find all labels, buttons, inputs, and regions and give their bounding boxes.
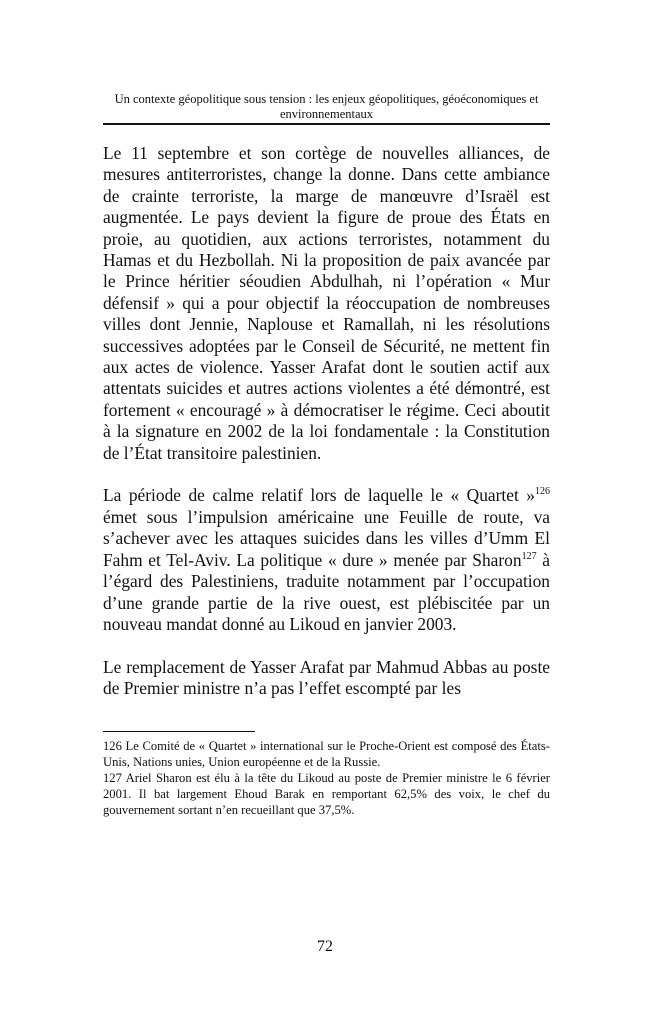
footnote-127: 127 Ariel Sharon est élu à la tête du Likoud au poste de Premier ministre le 6 février 2001. Il bat largement Ehoud Barak en remportant 62,5% des voix, le chef du gouvernement sortant n’en recueillant que 37,5%. [103,771,550,817]
paragraph-2-part-2: émet sous l’impulsion américaine une Feuille de route, va s’achever avec les attaques suicides dans les villes d’Umm El Fahm et Tel-Aviv. La politique « dure » menée par Sharon [103,506,550,570]
footnote-126: 126 Le Comité de « Quartet » international sur le Proche-Orient est composé des États-Unis, Nations unies, Union européenne et de la Russie. [103,739,550,769]
paragraph-1: Le 11 septembre et son cortège de nouvelles alliances, de mesures antiterroristes, change la donne. Dans cette ambiance de crainte terroriste, la marge de manœuvre d’Israël est augmentée. Le pays devient la figure de proue des États en proie, au quotidien, aux actions terroristes, notamment du Hamas et du Hezbollah. Ni la proposition de paix avancée par le Prince héritier séoudien Abdulhah, ni l’opération « Mur défensif » qui a pour objectif la réoccupation de nombreuses villes dont Jennie, Naplouse et Ramallah, ni les résolutions successives adoptées par le Conseil de Sécurité, ne mettent fin aux actes de violence. Yasser Arafat dont le soutien actif aux attentats suicides et autres actions violentes a été démontré, est fortement « encouragé » à démocratiser le régime. Ceci aboutit à la signature en 2002 de la loi fondamentale : la Constitution de l’État transitoire palestinien. [103,143,550,463]
paragraph-3: Le remplacement de Yasser Arafat par Mahmud Abbas au poste de Premier ministre n’a pas l’effet escompté par les [103,656,550,699]
footnote-ref-127: 127 [521,550,537,562]
header-rule [103,123,550,125]
paragraph-2-part-3: à l’égard des Palestiniens, traduite notamment par l’occupation d’une grande partie de la rive ouest, est plébiscitée par un nouveau mandat donné au Likoud en janvier 2003. [103,549,550,634]
footnotes [103,738,550,818]
page-number: 72 [317,938,333,955]
footnote-ref-126: 126 [535,486,550,498]
footnote-rule [103,731,255,732]
body-text [103,143,550,721]
paragraph-2-part-1: La période de calme relatif lors de laquelle le « Quartet » [103,485,535,506]
running-header: Un contexte géopolitique sous tension : les enjeux géopolitiques, géoéconomiques et environnementaux [114,92,539,121]
paragraph-2 [103,485,550,635]
